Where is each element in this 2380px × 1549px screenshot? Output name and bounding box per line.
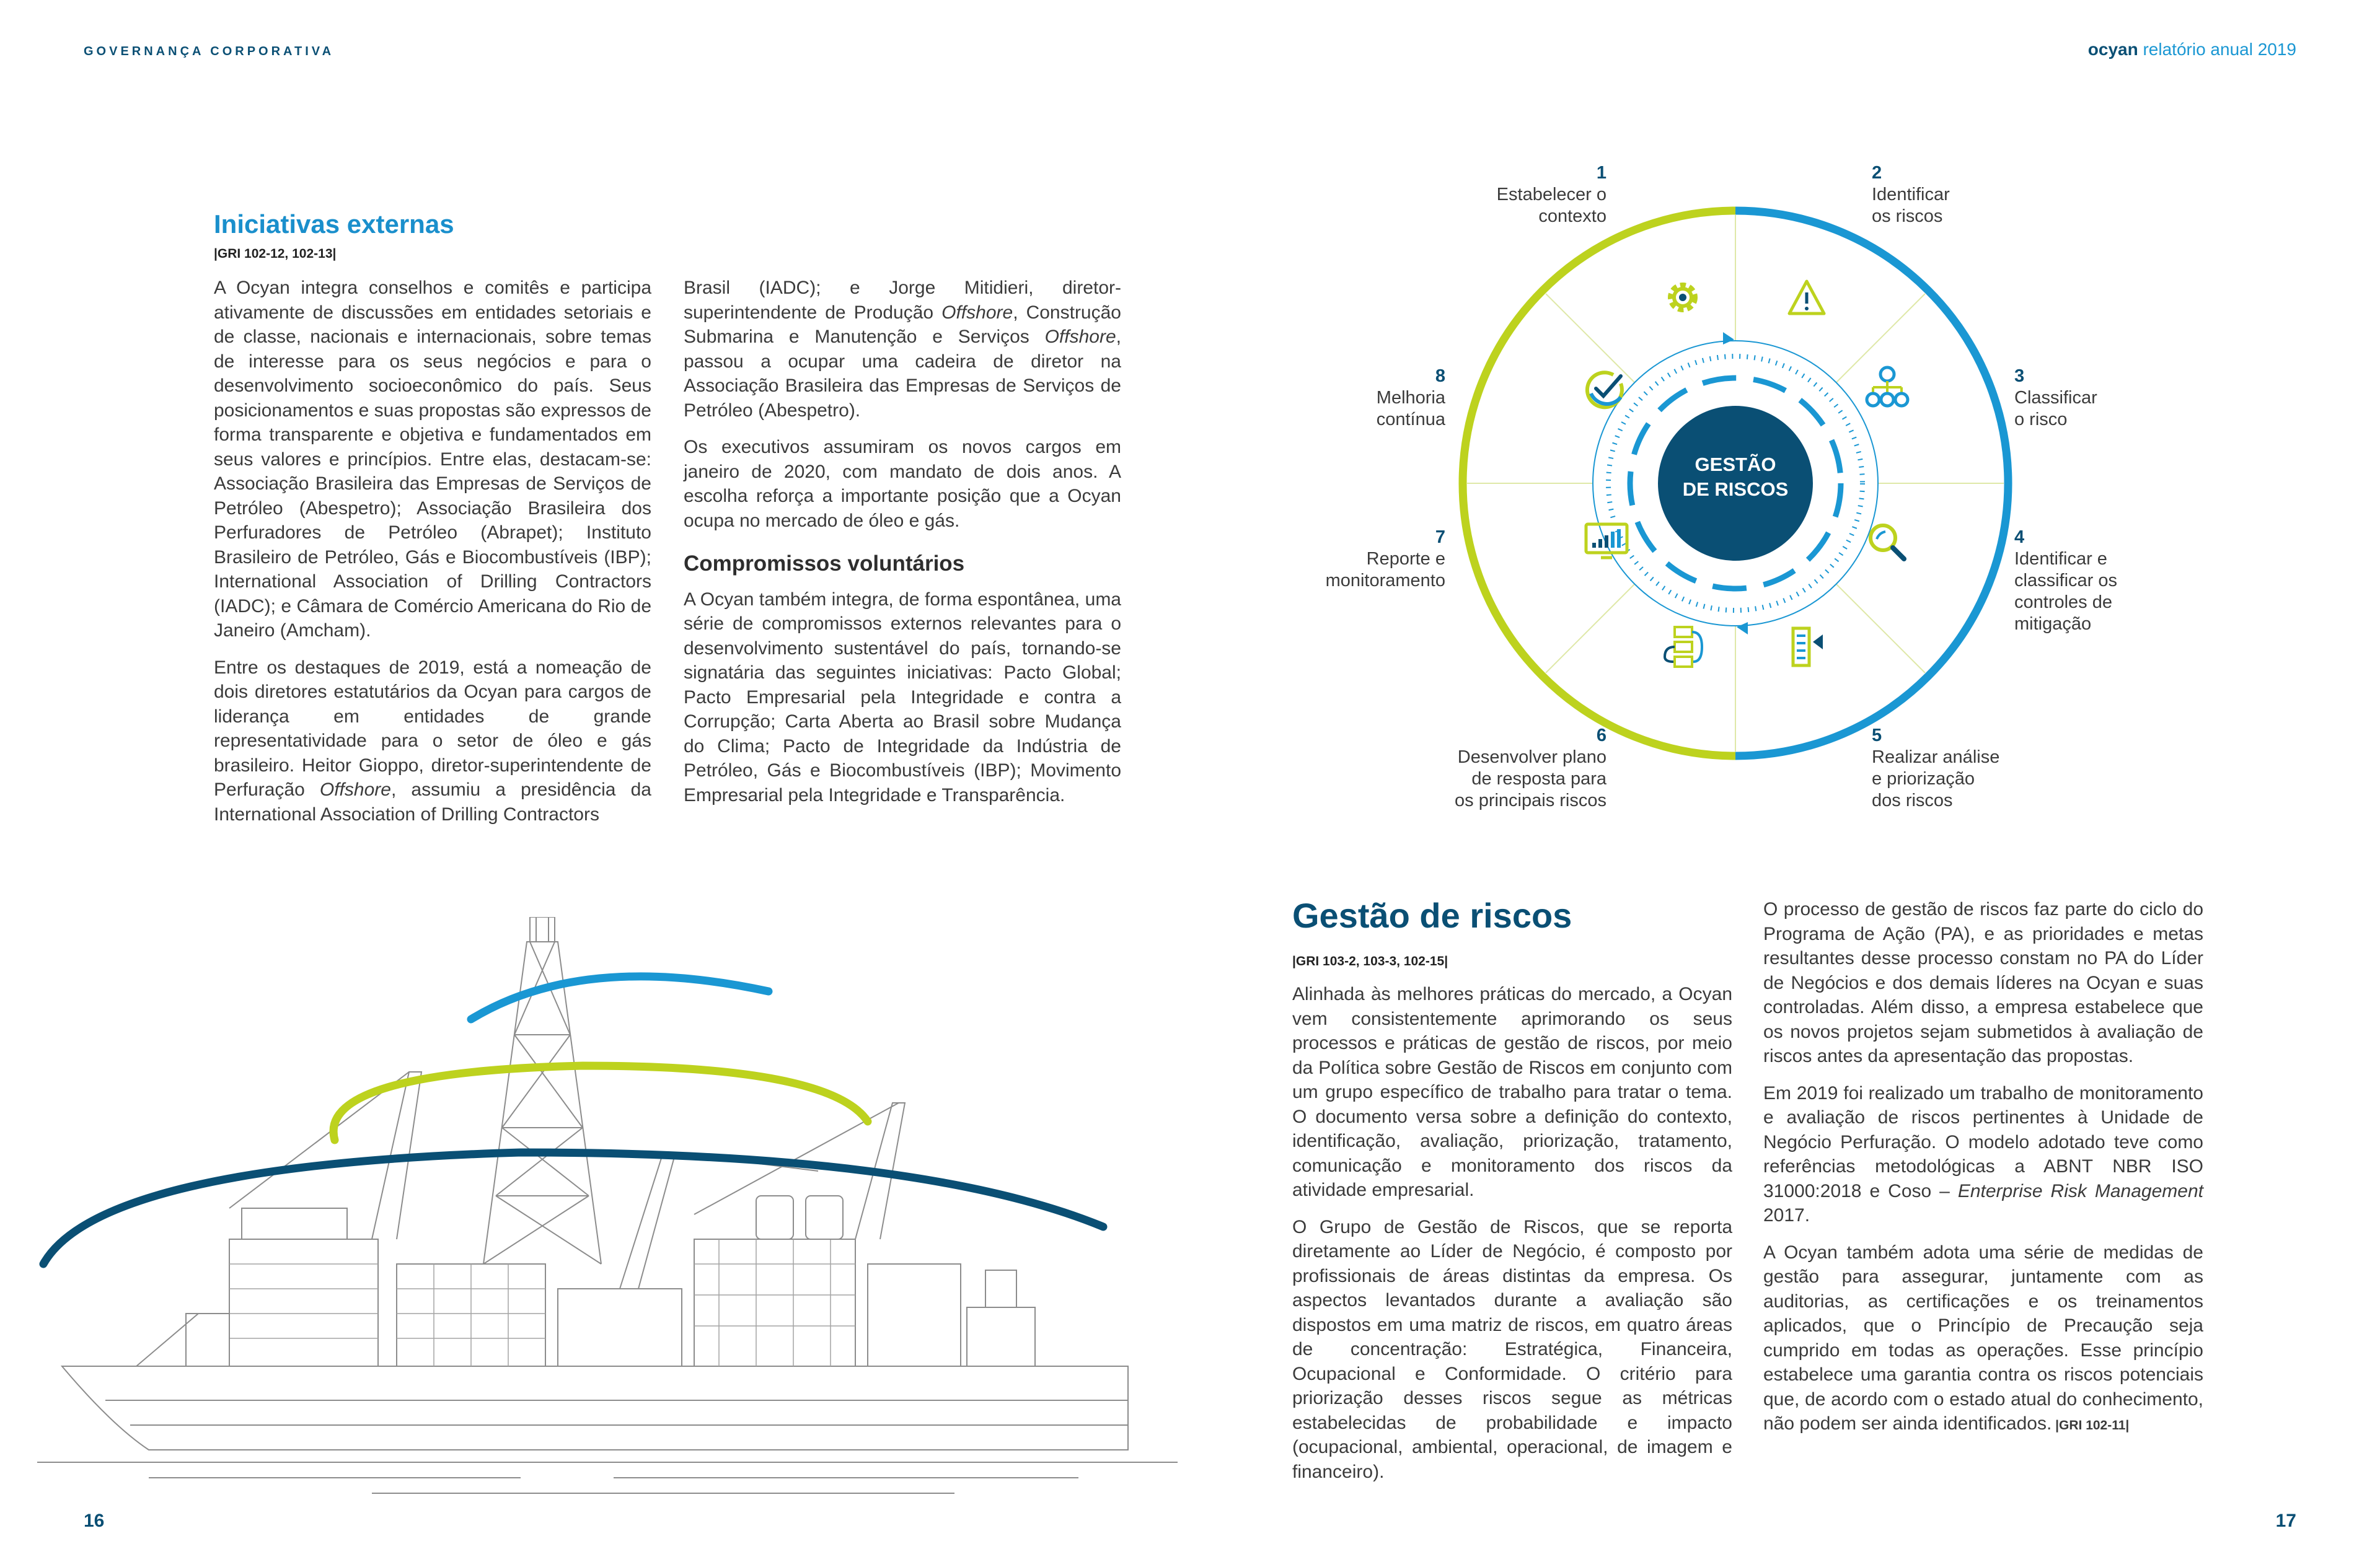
text-run: A Ocyan também adota uma série de medidas de gestão para assegurar, juntamente com as auditorias, as certificações e os treinamentos aplicados, que o Princípio de Precaução seja cumprido em todas as operações. Esse princípio estabelece uma garantia contra os riscos potenciais que, de acordo com o estado atual do conhecimento, não podem ser ainda identificados.: [1763, 1242, 2203, 1434]
step-number: 6: [1596, 726, 1606, 745]
brand-name: ocyan: [2087, 40, 2138, 59]
report-name: relatório anual 2019: [2143, 40, 2296, 59]
text-run: Entre os destaques de 2019, está a nomeação de dois diretores estatutários da Ocyan para cargos de liderança em entidades de grande representatividade para o setor de óleo e gás brasileiro. Heitor Gioppo, diretor-superintendente de Perfuração: [214, 657, 651, 800]
italic-run: Offshore: [1044, 327, 1116, 347]
step-text: Estabelecer o contexto: [1496, 185, 1606, 226]
step-number: 1: [1596, 163, 1606, 183]
step-2-label: [1872, 162, 2058, 227]
gri-reference: |GRI 102-12, 102-13|: [214, 247, 337, 261]
step-1-label: [1421, 162, 1606, 227]
text-run: Brasil (IADC); e Jorge Mitidieri, diretor-superintendente de Produção: [684, 278, 1121, 323]
step-number: 2: [1872, 163, 1882, 183]
step-text: Realizar análise e priorização dos riscos: [1872, 747, 2000, 810]
paragraph: [214, 656, 651, 827]
italic-run: Offshore: [941, 302, 1013, 323]
step-number: 4: [2014, 527, 2025, 547]
subsection-title: Compromissos voluntários: [684, 551, 965, 576]
gri-reference: |GRI 103-2, 103-3, 102-15|: [1292, 954, 1448, 968]
step-text: Classificar o risco: [2014, 388, 2097, 429]
text-column-3: [1292, 982, 1732, 1496]
step-text: Desenvolver plano de resposta para os principais riscos: [1455, 747, 1606, 810]
step-8-label: [1259, 366, 1445, 431]
paragraph: O processo de gestão de riscos faz parte do ciclo do Programa de Ação (PA), e as prioridades e metas resultantes desse processo constam no PA do Líder de Negócios e dos demais líderes na Ocyan e suas controladas. Além disso, a empresa estabelece que os novos projetos sejam submetidos à avaliação de riscos antes da apresentação das propostas.: [1763, 899, 2203, 1066]
paragraph: A Ocyan integra conselhos e comitês e participa ativamente de discussões em entidades setoriais e de classe, nacionais e internacionais, sobre temas de interesse para os seus negócios e para o desenvolvimento socioeconômico do país. Seus posicionamentos e suas propostas são expressos de forma transparente e objetiva e fundamentados em seus valores e princípios. Entre elas, destacam-se: Associação Brasileira das Empresas de Serviços de Petróleo (Abespetro); Associação Brasileira dos Perfuradores de Petróleo (Abrapet); Instituto Brasileiro de Petróleo, Gás e Biocombustíveis (IBP); International Association of Drilling Contractors (IADC); e Câmara de Comércio Americana do Rio de Janeiro (Amcham).: [214, 278, 651, 641]
paragraph: [1763, 1240, 2203, 1438]
flow-icon: [1665, 627, 1702, 667]
paragraph: Os executivos assumiram os novos cargos em janeiro de 2020, com mandato de dois anos. A escolha reforça a importante posição que a Ocyan ocupa no mercado de óleo e gás.: [684, 437, 1121, 531]
step-number: 8: [1435, 366, 1445, 386]
hierarchy-icon: [1867, 367, 1908, 406]
check-circle-icon: [1587, 372, 1622, 407]
text-column-1: [214, 276, 651, 839]
step-3-label: [2014, 366, 2200, 431]
italic-run: Enterprise Risk Management: [1957, 1180, 2203, 1201]
text-column-4: [1763, 897, 2203, 1450]
text-run: , Construção Submarina e Manutenção e Serviços: [684, 302, 1121, 347]
drilling-ship-illustration: [25, 917, 1178, 1499]
warning-icon: [1789, 281, 1824, 314]
paragraph: [684, 276, 1121, 423]
step-number: 7: [1435, 527, 1445, 547]
step-text: Melhoria contínua: [1376, 388, 1445, 429]
step-text: Identificar e classificar os controles de mitigação: [2014, 549, 2117, 634]
step-text: Reporte e monitoramento: [1325, 549, 1445, 590]
page-number-left: 16: [84, 1511, 105, 1531]
magnifier-icon: [1871, 525, 1904, 559]
paragraph: Alinhada às melhores práticas do mercado, a Ocyan vem consistentemente aprimorando os seus processos e práticas de gestão de riscos, por meio da Política sobre Gestão de Riscos em conjunto com um grupo específico de trabalho para tratar o tema. O documento versa sobre a definição do contexto, identificação, avaliação, priorização, tratamento, comunicação e monitoramento dos riscos da atividade empresarial.: [1292, 984, 1732, 1200]
risk-management-cycle-diagram: [1450, 198, 2021, 768]
section-title-iniciativas: Iniciativas externas: [214, 209, 454, 239]
section-header: GOVERNANÇA CORPORATIVA: [84, 45, 335, 58]
gri-reference: |GRI 102-11|: [2052, 1418, 2130, 1433]
text-run: Em 2019 foi realizado um trabalho de monitoramento e avaliação de riscos pertinentes à Unidade de Negócio Perfuração. O modelo adotado teve como referências metodológicas a ABNT NBR ISO 31000:2018 e Coso –: [1763, 1082, 2203, 1201]
text-run: 2017.: [1763, 1205, 1810, 1226]
step-4-label: [2014, 527, 2200, 635]
step-7-label: [1259, 527, 1445, 592]
text-run: , assumiu a presidência da International Association of Drilling Contractors: [214, 779, 651, 825]
section-title-gestao: Gestão de riscos: [1292, 896, 1572, 935]
step-number: 5: [1872, 726, 1882, 745]
text-run: , passou a ocupar uma cadeira de diretor na Associação Brasileira das Empresas de Serviços de Petróleo (Abespetro).: [684, 327, 1121, 421]
paragraph: [1763, 1081, 2203, 1228]
italic-run: Offshore: [319, 779, 391, 800]
step-6-label: [1383, 725, 1606, 812]
gear-icon: [1670, 285, 1695, 310]
page-number-right: 17: [2275, 1511, 2296, 1531]
paragraph: A Ocyan também integra, de forma espontânea, uma série de compromissos externos relevantes para o desenvolvimento sustentável do país, tornando-se signatária das seguintes iniciativas: Pacto Global; Pacto Empresarial pela Integridade e contra a Corrupção; Carta Aberta ao Brasil sobre Mudança do Clima; Pacto de Integridade da Indústria de Petróleo, Gás e Biocombustíveis (IBP); Movimento Empresarial pela Integridade e Transparência.: [684, 589, 1121, 805]
center-label-line1: GESTÃO: [1695, 454, 1776, 475]
center-label-line2: DE RISCOS: [1682, 478, 1789, 500]
checklist-icon: [1793, 628, 1823, 665]
paragraph: O Grupo de Gestão de Riscos, que se reporta diretamente ao Líder de Negócio, é composto por profissionais de áreas distintas da empresa. Os aspectos levantados durante a avaliação são dispostos em uma matriz de riscos, em quatro áreas de concentração: Estratégica, Financeira, Ocupacional e Conformidade. O critério para priorização desses riscos segue as métricas estabelecidas de probabilidade e impacto (ocupacional, ambiental, operacional, de imagem e financeiro).: [1292, 1216, 1732, 1482]
text-column-2: [684, 276, 1121, 820]
report-header: [2088, 40, 2296, 59]
step-5-label: [1872, 725, 2082, 812]
step-number: 3: [2014, 366, 2025, 386]
step-text: Identificar os riscos: [1872, 185, 1950, 226]
